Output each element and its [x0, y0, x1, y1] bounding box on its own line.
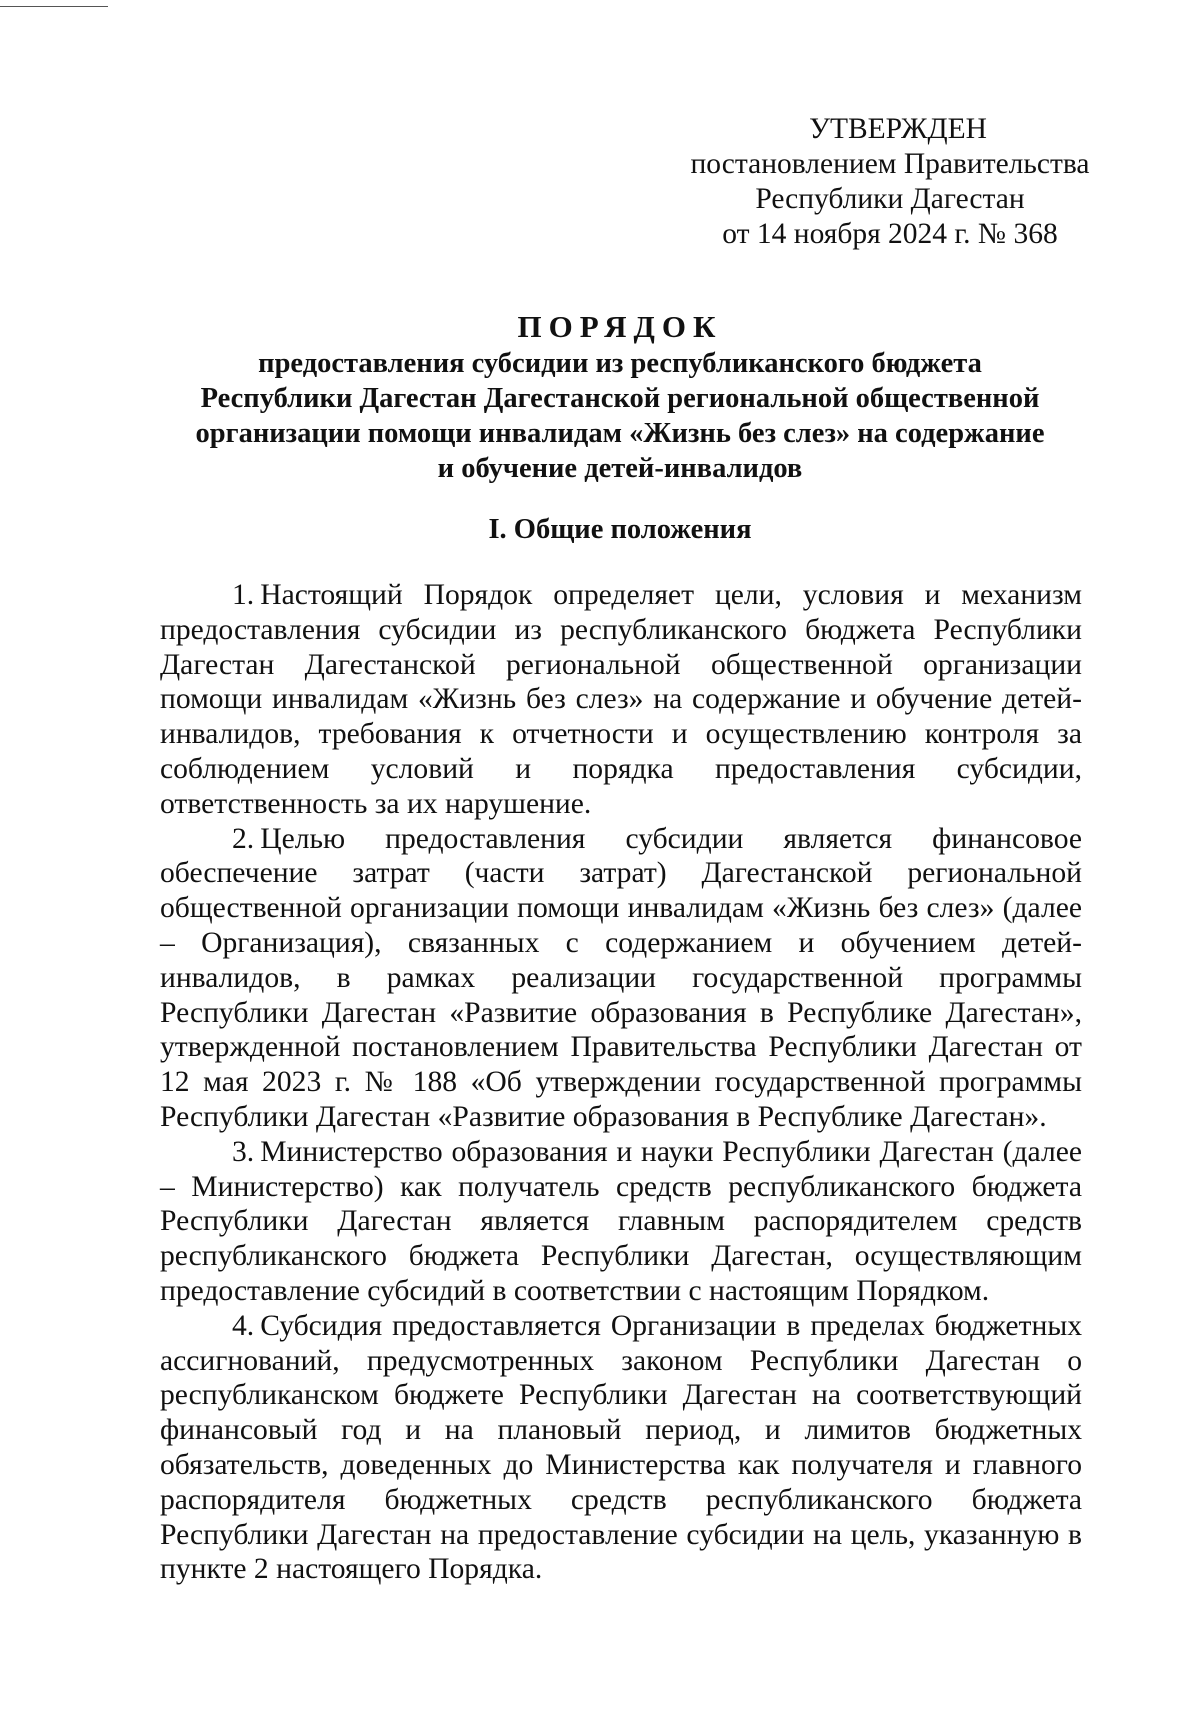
paragraph-number: 4.: [232, 1309, 255, 1342]
approval-line-decree: постановлением Правительства: [690, 148, 1090, 180]
document-title-block: [160, 308, 1080, 486]
paragraph-text: Министерство образования и науки Республики Дагестан (далее – Министерство) как получатель средств республиканского бюджета Республики Дагестан является главным распорядителем средств республиканского бюджета Республики Дагестан, осуществляющим предоставление субсидий в соответствии с настоящим Порядком.: [160, 1135, 1082, 1307]
document-subtitle-line: Республики Дагестан Дагестанской региональной общественной: [200, 383, 1040, 414]
paragraph-text: Настоящий Порядок определяет цели, условия и механизм предоставления субсидии из республиканского бюджета Республики Дагестан Дагестанской региональной общественной организации помощи инвалидам «Жизнь без слез» на содержание и обучение детей-инвалидов, требования к отчетности и осуществлению контроля за соблюдением условий и порядка предоставления субсидии, ответственность за их нарушение.: [160, 579, 1082, 820]
paragraph-text: Целью предоставления субсидии является финансовое обеспечение затрат (части затрат) Дагестанской региональной общественной организации помощи инвалидам «Жизнь без слез» (далее – Организация), связанных с содержанием и обучением детей-инвалидов, в рамках реализации государственной программы Республики Дагестан «Развитие образования в Республике Дагестан», утвержденной постановлением Правительства Республики Дагестан от 12 мая 2023 г. № 188 «Об утверждении государственной программы Республики Дагестан «Развитие образования в Республике Дагестан».: [160, 822, 1082, 1133]
document-subtitle-line: организации помощи инвалидам «Жизнь без слез» на содержание: [195, 418, 1045, 449]
approval-stamp-block: [690, 112, 1090, 252]
approval-line-republic: Республики Дагестан: [755, 183, 1025, 215]
document-title: ПОРЯДОК: [517, 309, 723, 344]
paragraph-2: [160, 822, 1082, 1135]
paragraph-1: [160, 578, 1082, 822]
approval-line-date-number: от 14 ноября 2024 г. № 368: [722, 218, 1058, 250]
section-heading: I. Общие положения: [488, 514, 752, 545]
scan-edge-mark: [0, 6, 108, 7]
approval-title: УТВЕРЖДЕН: [809, 113, 987, 145]
paragraph-number: 3.: [232, 1135, 255, 1168]
paragraph-4: [160, 1309, 1082, 1587]
paragraph-text: Субсидия предоставляется Организации в пределах бюджетных ассигнований, предусмотренных законом Республики Дагестан о республиканском бюджете Республики Дагестан на соответствующий финансовый год и на плановый период, и лимитов бюджетных обязательств, доведенных до Министерства как получателя и главного распорядителя бюджетных средств республиканского бюджета Республики Дагестан на предоставление субсидии на цель, указанную в пункте 2 настоящего Порядка.: [160, 1309, 1082, 1586]
paragraph-number: 1.: [232, 579, 255, 611]
paragraph-number: 2.: [232, 822, 255, 855]
section-body: [160, 578, 1082, 1587]
document-subtitle-line: и обучение детей-инвалидов: [437, 453, 803, 484]
document-subtitle-line: предоставления субсидии из республиканского бюджета: [258, 348, 982, 379]
paragraph-3: [160, 1135, 1082, 1309]
